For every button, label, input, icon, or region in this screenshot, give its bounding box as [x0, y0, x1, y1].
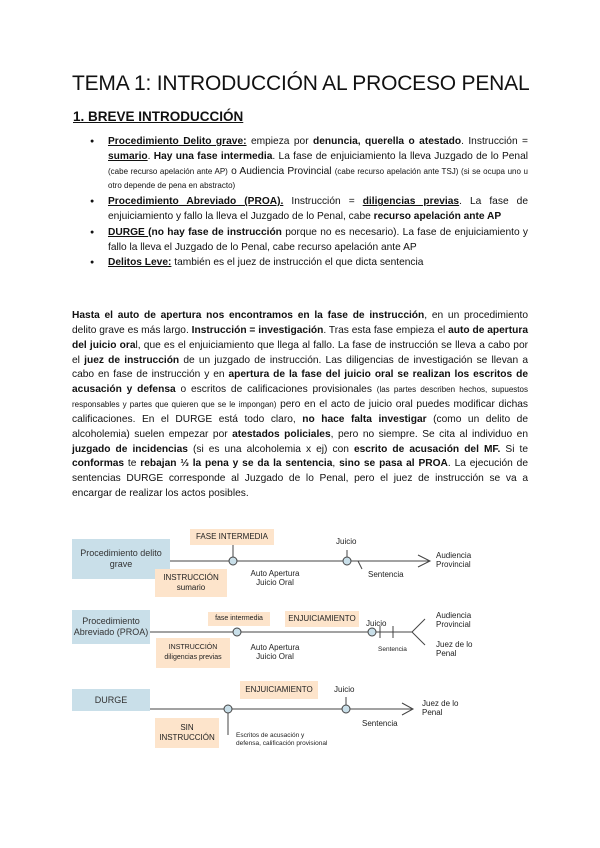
- label-audiencia-provincial: Audiencia Provincial: [436, 611, 472, 629]
- text: atestados policiales: [232, 428, 331, 440]
- label-instruccion-diligencias: INSTRUCCIÓN diligencias previas: [156, 638, 230, 668]
- list-item: [90, 226, 528, 256]
- text: también es el juez de instrucción el que dicta sentencia: [171, 257, 424, 269]
- text: no hace falta investigar: [302, 413, 427, 425]
- procedure-diagram: [0, 525, 600, 765]
- text: de un juzgado de instrucción. Las diligencias de investigación se llevan a cabo en fase de instrucción y en: [72, 354, 529, 381]
- split-arrow: [412, 619, 425, 645]
- text: Hasta el auto de apertura nos encontramos en la fase de instrucción: [72, 310, 425, 321]
- text: l, que es el enjuiciamiento que llega al fallo. La fase de instrucción se lleva a cabo por el: [72, 339, 529, 366]
- text: . La ejecución de sentencias DURGE corresponde al Juzgado de lo Penal, pero el juez de instrucción se va a encargar de realizar los actos posibles.: [72, 458, 528, 500]
- text: escrito de acusación del MF.: [353, 443, 501, 455]
- label-auto-apertura: Auto Apertura Juicio Oral: [250, 569, 300, 587]
- page-title: TEMA 1: INTRODUCCIÓN AL PROCESO PENAL: [72, 72, 530, 95]
- text: . Tras esta fase empieza el: [323, 324, 449, 336]
- text: (cabe recurso apelación ante TSJ) (si se ocupa uno u otro depende de pena en abstracto): [108, 166, 528, 191]
- timeline-node: [368, 628, 376, 636]
- text: recurso apelación ante AP: [373, 210, 502, 222]
- text: Si te: [500, 443, 528, 455]
- text: denuncia, querella o atestado: [313, 136, 462, 147]
- label-juez-penal: Juez de lo Penal: [422, 699, 459, 717]
- text: te: [124, 458, 141, 470]
- box-proa: Procedimiento Abreviado (PROA): [72, 610, 150, 644]
- text: Instrucción = investigación: [191, 324, 324, 336]
- text: conformas: [72, 458, 125, 470]
- text: ,: [332, 458, 340, 470]
- text: sumario: [108, 150, 148, 162]
- text: .: [147, 150, 154, 162]
- text: rebajan ⅓ la pena y se da la sentencia: [140, 458, 333, 470]
- text: sino se pasa al PROA: [339, 458, 448, 470]
- text: pero en el acto de juicio oral puedes modificar dichas calificaciones. En el DURGE está todo claro,: [72, 399, 528, 425]
- text: . Instrucción =: [461, 136, 528, 147]
- label-juez-penal: Juez de lo Penal: [436, 640, 473, 658]
- text: . La fase de enjuiciamiento y fallo la lleva el Juzgado de lo Penal, cabe: [108, 196, 528, 222]
- list-item: [90, 195, 528, 225]
- label-sin-instruccion: SIN INSTRUCCIÓN: [155, 718, 219, 748]
- text: (como un delito de alcoholemia) suelen empezar por: [72, 413, 528, 440]
- text: diligencias previas: [362, 196, 460, 208]
- label-auto-apertura: Auto Apertura Juicio Oral: [250, 643, 300, 661]
- text: auto de apertura del juicio ora: [72, 324, 529, 351]
- label-fase-intermedia: fase intermedia: [208, 612, 270, 626]
- text: o escritos de calificaciones provisionales: [175, 384, 377, 396]
- label-juicio: Juicio: [334, 685, 355, 694]
- label-juicio: Juicio: [366, 619, 387, 628]
- text: apertura de la fase del juicio oral se realizan los escritos de acusación y defensa: [72, 369, 528, 396]
- text: . La fase de enjuiciamiento la lleva Juzgado de lo Penal: [272, 150, 528, 162]
- text: porque no es necesario). La fase de enjuiciamiento y fallo la lleva el Juzgado de lo Penal, cabe recurso apelación ante AP: [108, 226, 529, 253]
- text: Instrucción =: [283, 196, 363, 208]
- timeline-node: [224, 705, 232, 713]
- label-instruccion-sumario: INSTRUCCIÓN sumario: [155, 569, 227, 597]
- section-heading: 1. BREVE INTRODUCCIÓN: [73, 109, 244, 124]
- connector-line: [358, 561, 362, 569]
- procedure-list: [90, 135, 528, 272]
- label-sentencia: Sentencia: [368, 570, 404, 579]
- label-sentencia: Sentencia: [362, 719, 398, 728]
- text: Hay una fase intermedia: [153, 150, 273, 162]
- box-durge: DURGE: [72, 689, 150, 711]
- text: (si es una alcoholemia x ej) con: [187, 443, 354, 455]
- label-fase-intermedia: FASE INTERMEDIA: [190, 529, 274, 545]
- body-paragraph: [72, 309, 528, 502]
- bullet-term: Delitos Leve:: [108, 257, 172, 269]
- bullet-term: Procedimiento Abreviado (PROA).: [108, 196, 284, 208]
- text: empieza por: [246, 136, 314, 147]
- list-item: [90, 256, 528, 271]
- text: , en un procedimiento delito grave es más largo.: [72, 310, 528, 336]
- label-juicio: Juicio: [336, 537, 357, 546]
- timeline-node: [342, 705, 350, 713]
- label-sentencia: Sentencia: [378, 646, 407, 653]
- label-enjuiciamiento: ENJUICIAMIENTO: [285, 611, 359, 627]
- text: juzgado de incidencias: [72, 443, 188, 455]
- text: o Audiencia Provincial: [227, 165, 335, 177]
- bullet-term: Procedimiento Delito grave:: [108, 136, 247, 147]
- timeline-node: [343, 557, 351, 565]
- text: juez de instrucción: [84, 354, 180, 366]
- list-item: [90, 135, 528, 194]
- label-escritos: Escritos de acusación y defensa, calificación provisional: [236, 732, 328, 747]
- text: , pero no siempre. Se cita al individuo en: [330, 428, 528, 440]
- timeline-node: [229, 557, 237, 565]
- box-delito-grave: Procedimiento delito grave: [72, 539, 170, 579]
- text: (cabe recurso apelación ante AP): [108, 166, 228, 176]
- text: (no hay fase de instrucción: [148, 226, 282, 238]
- bullet-term: DURGE: [108, 226, 149, 238]
- text: (las partes describen hechos, supuestos responsables y partes que quieren que se le impongan): [72, 385, 528, 410]
- label-audiencia-provincial: Audiencia Provincial: [436, 551, 472, 569]
- label-enjuiciamiento: ENJUICIAMIENTO: [240, 681, 318, 699]
- timeline-node: [233, 628, 241, 636]
